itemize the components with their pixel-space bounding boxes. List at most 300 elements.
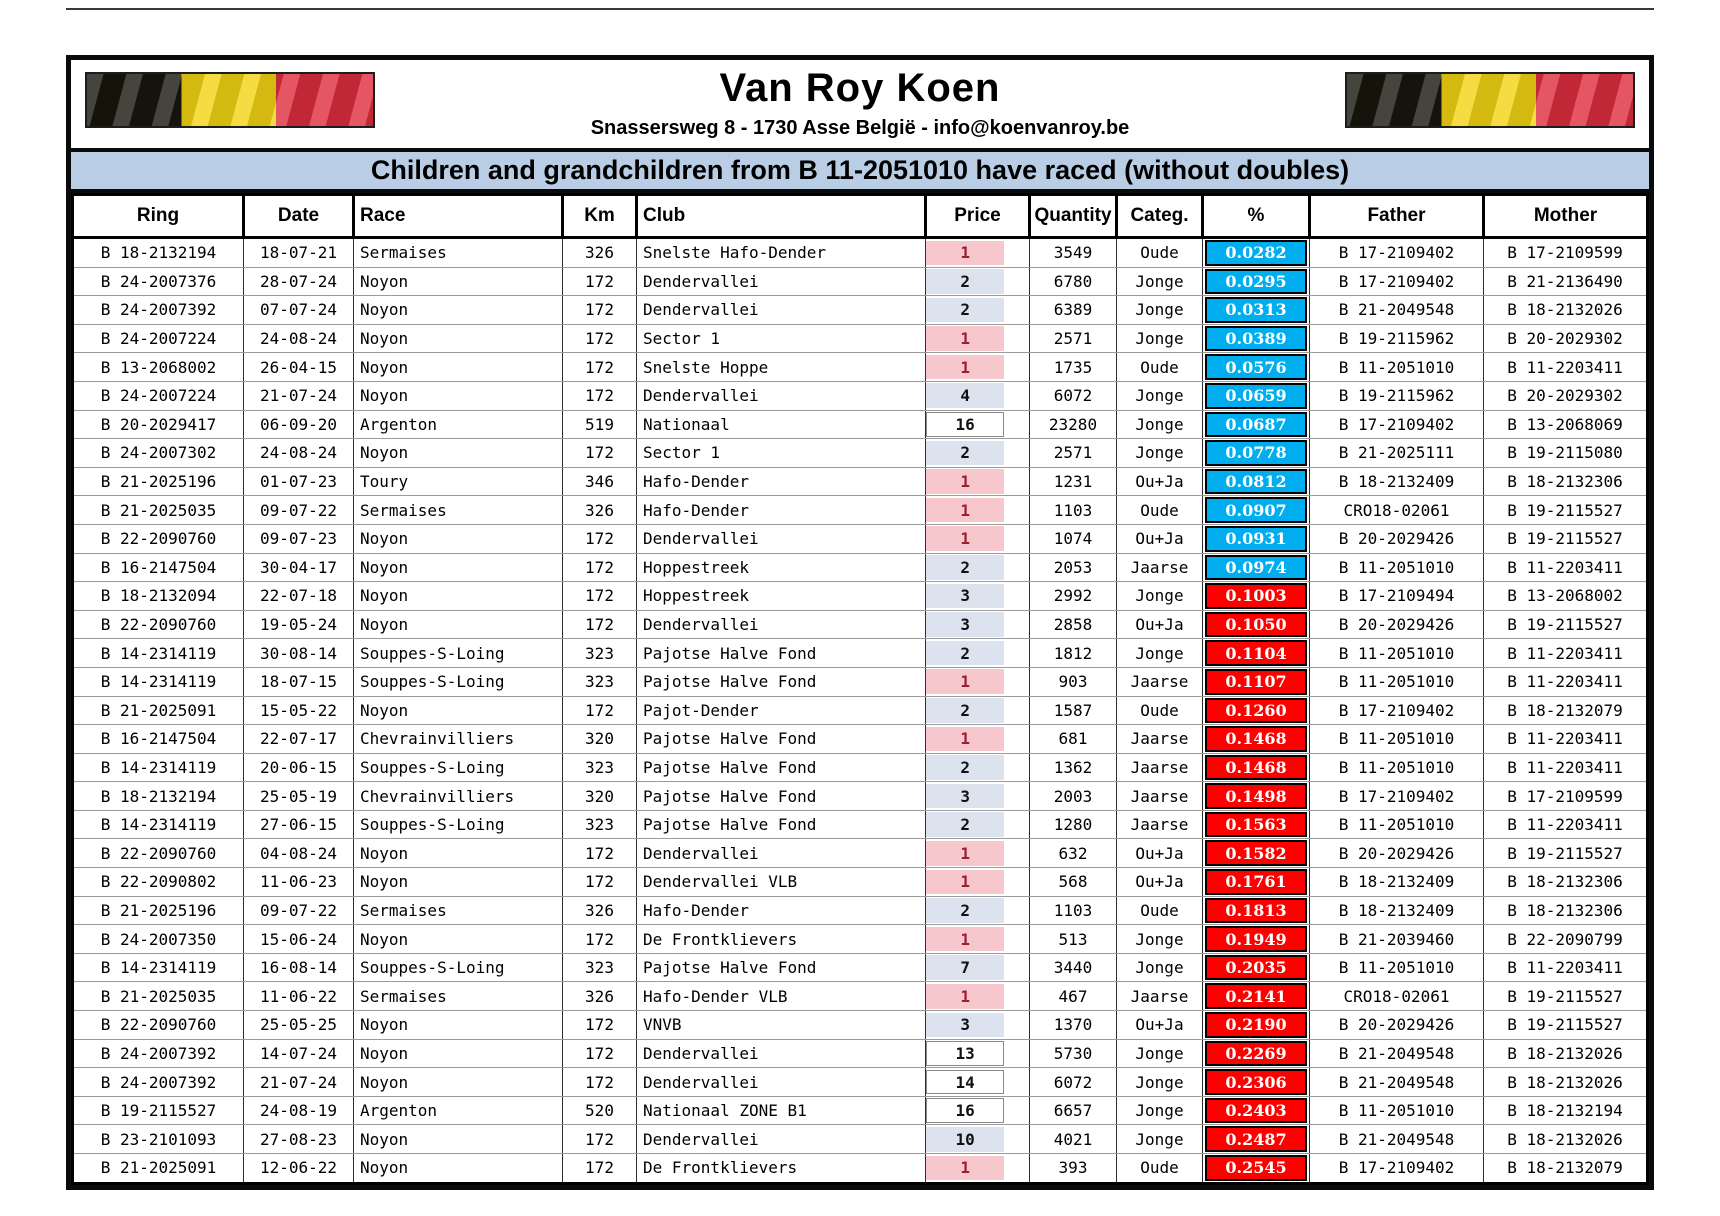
cell-categ: Jaarse xyxy=(1117,725,1203,754)
cell-km: 172 xyxy=(563,324,637,353)
cell-mother: B 19-2115527 xyxy=(1484,496,1648,525)
column-header-mother: Mother xyxy=(1484,195,1648,238)
price-badge: 2 xyxy=(926,298,1004,323)
cell-date: 12-06-22 xyxy=(244,1154,354,1184)
cell-club: Dendervallei xyxy=(637,524,926,553)
cell-ring: B 24-2007392 xyxy=(73,1068,244,1097)
belgian-flag-left-icon xyxy=(85,72,375,128)
price-badge: 1 xyxy=(926,498,1004,523)
percent-badge: 0.1563 xyxy=(1205,812,1307,838)
cell-quantity: 1370 xyxy=(1030,1011,1117,1040)
cell-club: Dendervallei xyxy=(637,839,926,868)
price-badge: 3 xyxy=(926,1013,1004,1038)
banner-title: Children and grandchildren from B 11-2051010 have raced (without doubles) xyxy=(71,148,1649,193)
table-row xyxy=(73,1068,1648,1097)
cell-categ: Ou+Ja xyxy=(1117,868,1203,897)
cell-club: Pajot-Dender xyxy=(637,696,926,725)
cell-km: 520 xyxy=(563,1096,637,1125)
cell-quantity: 1362 xyxy=(1030,753,1117,782)
table-row xyxy=(73,810,1648,839)
cell-ring: B 20-2029417 xyxy=(73,410,244,439)
cell-km: 323 xyxy=(563,667,637,696)
percent-badge: 0.1498 xyxy=(1205,783,1307,809)
cell-club: Dendervallei VLB xyxy=(637,868,926,897)
table-row xyxy=(73,696,1648,725)
cell-ring: B 23-2101093 xyxy=(73,1125,244,1154)
cell-mother: B 18-2132026 xyxy=(1484,296,1648,325)
cell-percent xyxy=(1203,353,1310,382)
cell-club: Pajotse Halve Fond xyxy=(637,753,926,782)
masthead xyxy=(71,60,1649,148)
cell-club: Pajotse Halve Fond xyxy=(637,782,926,811)
table-row xyxy=(73,896,1648,925)
cell-price xyxy=(926,868,1030,897)
cell-race: Noyon xyxy=(354,439,563,468)
cell-race: Noyon xyxy=(354,324,563,353)
cell-categ: Oude xyxy=(1117,238,1203,268)
cell-date: 11-06-23 xyxy=(244,868,354,897)
page-title: Van Roy Koen xyxy=(719,66,1001,110)
cell-categ: Oude xyxy=(1117,896,1203,925)
price-badge: 16 xyxy=(926,1098,1004,1123)
cell-race: Noyon xyxy=(354,267,563,296)
cell-mother: B 20-2029302 xyxy=(1484,381,1648,410)
percent-badge: 0.0576 xyxy=(1205,354,1307,380)
cell-date: 21-07-24 xyxy=(244,1068,354,1097)
cell-percent xyxy=(1203,267,1310,296)
percent-badge: 0.0313 xyxy=(1205,297,1307,323)
cell-km: 326 xyxy=(563,238,637,268)
cell-race: Toury xyxy=(354,467,563,496)
cell-categ: Oude xyxy=(1117,696,1203,725)
cell-price xyxy=(926,1096,1030,1125)
cell-price xyxy=(926,1011,1030,1040)
cell-ring: B 16-2147504 xyxy=(73,553,244,582)
cell-quantity: 393 xyxy=(1030,1154,1117,1184)
cell-race: Noyon xyxy=(354,839,563,868)
cell-price xyxy=(926,1039,1030,1068)
cell-mother: B 11-2203411 xyxy=(1484,953,1648,982)
price-badge: 1 xyxy=(926,526,1004,551)
cell-club: Dendervallei xyxy=(637,610,926,639)
cell-father: B 11-2051010 xyxy=(1310,553,1484,582)
cell-club: De Frontklievers xyxy=(637,925,926,954)
cell-father: B 21-2049548 xyxy=(1310,296,1484,325)
cell-ring: B 21-2025091 xyxy=(73,1154,244,1184)
cell-club: Nationaal ZONE B1 xyxy=(637,1096,926,1125)
column-header-father: Father xyxy=(1310,195,1484,238)
cell-mother: B 11-2203411 xyxy=(1484,667,1648,696)
price-badge: 13 xyxy=(926,1041,1004,1066)
cell-mother: B 20-2029302 xyxy=(1484,324,1648,353)
cell-mother: B 17-2109599 xyxy=(1484,782,1648,811)
cell-price xyxy=(926,725,1030,754)
cell-percent xyxy=(1203,1096,1310,1125)
cell-km: 172 xyxy=(563,610,637,639)
price-badge: 7 xyxy=(926,955,1004,980)
cell-ring: B 14-2314119 xyxy=(73,810,244,839)
cell-price xyxy=(926,925,1030,954)
column-header-club: Club xyxy=(637,195,926,238)
cell-race: Noyon xyxy=(354,1039,563,1068)
cell-km: 172 xyxy=(563,925,637,954)
cell-quantity: 513 xyxy=(1030,925,1117,954)
cell-categ: Oude xyxy=(1117,353,1203,382)
cell-race: Argenton xyxy=(354,1096,563,1125)
cell-percent xyxy=(1203,1125,1310,1154)
cell-percent xyxy=(1203,467,1310,496)
cell-club: Dendervallei xyxy=(637,1068,926,1097)
cell-club: De Frontklievers xyxy=(637,1154,926,1184)
cell-km: 172 xyxy=(563,868,637,897)
cell-father: B 21-2025111 xyxy=(1310,439,1484,468)
cell-quantity: 681 xyxy=(1030,725,1117,754)
cell-father: B 11-2051010 xyxy=(1310,753,1484,782)
table-row xyxy=(73,381,1648,410)
table-row xyxy=(73,1154,1648,1184)
cell-categ: Ou+Ja xyxy=(1117,839,1203,868)
table-row xyxy=(73,324,1648,353)
cell-mother: B 17-2109599 xyxy=(1484,238,1648,268)
cell-date: 24-08-24 xyxy=(244,439,354,468)
percent-badge: 0.1107 xyxy=(1205,669,1307,695)
cell-mother: B 18-2132306 xyxy=(1484,467,1648,496)
price-badge: 10 xyxy=(926,1127,1004,1152)
cell-date: 27-06-15 xyxy=(244,810,354,839)
price-badge: 1 xyxy=(926,841,1004,866)
cell-date: 14-07-24 xyxy=(244,1039,354,1068)
cell-father: B 18-2132409 xyxy=(1310,868,1484,897)
cell-categ: Jaarse xyxy=(1117,553,1203,582)
cell-percent xyxy=(1203,496,1310,525)
cell-categ: Jonge xyxy=(1117,1125,1203,1154)
cell-quantity: 6072 xyxy=(1030,381,1117,410)
cell-km: 172 xyxy=(563,553,637,582)
cell-date: 18-07-15 xyxy=(244,667,354,696)
cell-mother: B 18-2132306 xyxy=(1484,896,1648,925)
cell-date: 11-06-22 xyxy=(244,982,354,1011)
cell-price xyxy=(926,953,1030,982)
cell-quantity: 5730 xyxy=(1030,1039,1117,1068)
cell-ring: B 22-2090760 xyxy=(73,610,244,639)
cell-categ: Jaarse xyxy=(1117,782,1203,811)
cell-categ: Jonge xyxy=(1117,639,1203,668)
cell-mother: B 13-2068002 xyxy=(1484,582,1648,611)
cell-km: 172 xyxy=(563,696,637,725)
cell-categ: Oude xyxy=(1117,496,1203,525)
table-row xyxy=(73,238,1648,268)
cell-ring: B 19-2115527 xyxy=(73,1096,244,1125)
cell-price xyxy=(926,1125,1030,1154)
cell-father: CRO18-02061 xyxy=(1310,496,1484,525)
cell-race: Noyon xyxy=(354,353,563,382)
table-row xyxy=(73,267,1648,296)
cell-categ: Jonge xyxy=(1117,324,1203,353)
cell-father: B 21-2049548 xyxy=(1310,1068,1484,1097)
percent-badge: 0.1761 xyxy=(1205,869,1307,895)
cell-father: B 19-2115962 xyxy=(1310,381,1484,410)
cell-quantity: 1280 xyxy=(1030,810,1117,839)
table-row xyxy=(73,439,1648,468)
cell-mother: B 21-2136490 xyxy=(1484,267,1648,296)
percent-badge: 0.2269 xyxy=(1205,1041,1307,1067)
cell-club: VNVB xyxy=(637,1011,926,1040)
cell-quantity: 1587 xyxy=(1030,696,1117,725)
cell-price xyxy=(926,324,1030,353)
cell-mother: B 11-2203411 xyxy=(1484,353,1648,382)
table-row xyxy=(73,1039,1648,1068)
cell-price xyxy=(926,639,1030,668)
table-row xyxy=(73,753,1648,782)
cell-mother: B 18-2132026 xyxy=(1484,1068,1648,1097)
cell-club: Hafo-Dender VLB xyxy=(637,982,926,1011)
cell-father: B 21-2049548 xyxy=(1310,1125,1484,1154)
cell-categ: Jonge xyxy=(1117,925,1203,954)
cell-mother: B 18-2132026 xyxy=(1484,1039,1648,1068)
cell-percent xyxy=(1203,896,1310,925)
table-row xyxy=(73,839,1648,868)
cell-ring: B 24-2007350 xyxy=(73,925,244,954)
cell-quantity: 568 xyxy=(1030,868,1117,897)
cell-quantity: 632 xyxy=(1030,839,1117,868)
cell-mother: B 18-2132079 xyxy=(1484,696,1648,725)
cell-quantity: 6389 xyxy=(1030,296,1117,325)
cell-ring: B 14-2314119 xyxy=(73,753,244,782)
cell-father: B 17-2109402 xyxy=(1310,410,1484,439)
cell-race: Noyon xyxy=(354,553,563,582)
cell-price xyxy=(926,467,1030,496)
cell-club: Nationaal xyxy=(637,410,926,439)
cell-quantity: 4021 xyxy=(1030,1125,1117,1154)
table-row xyxy=(73,582,1648,611)
cell-percent xyxy=(1203,925,1310,954)
column-header-quantity: Quantity xyxy=(1030,195,1117,238)
cell-price xyxy=(926,982,1030,1011)
percent-badge: 0.0687 xyxy=(1205,412,1307,438)
cell-race: Souppes-S-Loing xyxy=(354,667,563,696)
cell-quantity: 1103 xyxy=(1030,896,1117,925)
cell-price xyxy=(926,839,1030,868)
percent-badge: 0.1813 xyxy=(1205,898,1307,924)
cell-date: 30-08-14 xyxy=(244,639,354,668)
cell-father: B 17-2109402 xyxy=(1310,267,1484,296)
document-frame xyxy=(66,55,1654,1190)
cell-price xyxy=(926,267,1030,296)
cell-ring: B 21-2025196 xyxy=(73,467,244,496)
cell-club: Snelste Hoppe xyxy=(637,353,926,382)
cell-race: Noyon xyxy=(354,610,563,639)
cell-ring: B 24-2007392 xyxy=(73,296,244,325)
cell-price xyxy=(926,782,1030,811)
cell-mother: B 11-2203411 xyxy=(1484,810,1648,839)
table-row xyxy=(73,782,1648,811)
cell-father: B 11-2051010 xyxy=(1310,725,1484,754)
cell-percent xyxy=(1203,868,1310,897)
cell-price xyxy=(926,296,1030,325)
table-row xyxy=(73,296,1648,325)
cell-categ: Jonge xyxy=(1117,439,1203,468)
cell-price xyxy=(926,896,1030,925)
cell-father: B 20-2029426 xyxy=(1310,1011,1484,1040)
cell-categ: Jonge xyxy=(1117,410,1203,439)
percent-badge: 0.1468 xyxy=(1205,755,1307,781)
top-rule xyxy=(66,8,1654,10)
cell-percent xyxy=(1203,381,1310,410)
cell-price xyxy=(926,1068,1030,1097)
cell-ring: B 24-2007376 xyxy=(73,267,244,296)
cell-quantity: 467 xyxy=(1030,982,1117,1011)
cell-club: Dendervallei xyxy=(637,1125,926,1154)
cell-date: 24-08-24 xyxy=(244,324,354,353)
cell-price xyxy=(926,810,1030,839)
cell-percent xyxy=(1203,782,1310,811)
cell-price xyxy=(926,667,1030,696)
cell-price xyxy=(926,524,1030,553)
cell-club: Dendervallei xyxy=(637,381,926,410)
cell-ring: B 21-2025035 xyxy=(73,982,244,1011)
cell-ring: B 22-2090760 xyxy=(73,524,244,553)
cell-percent xyxy=(1203,982,1310,1011)
cell-club: Hafo-Dender xyxy=(637,896,926,925)
cell-date: 06-09-20 xyxy=(244,410,354,439)
cell-price xyxy=(926,553,1030,582)
cell-percent xyxy=(1203,839,1310,868)
cell-price xyxy=(926,353,1030,382)
cell-club: Hafo-Dender xyxy=(637,496,926,525)
cell-km: 172 xyxy=(563,381,637,410)
cell-father: B 17-2109494 xyxy=(1310,582,1484,611)
cell-club: Pajotse Halve Fond xyxy=(637,810,926,839)
cell-father: B 17-2109402 xyxy=(1310,1154,1484,1184)
price-badge: 2 xyxy=(926,441,1004,466)
cell-km: 172 xyxy=(563,1154,637,1184)
cell-categ: Jonge xyxy=(1117,296,1203,325)
percent-badge: 0.0389 xyxy=(1205,326,1307,352)
cell-date: 22-07-18 xyxy=(244,582,354,611)
cell-race: Souppes-S-Loing xyxy=(354,953,563,982)
cell-father: CRO18-02061 xyxy=(1310,982,1484,1011)
percent-badge: 0.1260 xyxy=(1205,698,1307,724)
cell-club: Hoppestreek xyxy=(637,553,926,582)
cell-percent xyxy=(1203,324,1310,353)
cell-race: Chevrainvilliers xyxy=(354,725,563,754)
cell-race: Noyon xyxy=(354,696,563,725)
percent-badge: 0.1050 xyxy=(1205,612,1307,638)
cell-race: Noyon xyxy=(354,925,563,954)
percent-badge: 0.0907 xyxy=(1205,497,1307,523)
price-badge: 1 xyxy=(926,727,1004,752)
belgian-flag-right-icon xyxy=(1345,72,1635,128)
cell-date: 07-07-24 xyxy=(244,296,354,325)
table-row xyxy=(73,639,1648,668)
percent-badge: 0.0974 xyxy=(1205,555,1307,581)
cell-percent xyxy=(1203,725,1310,754)
column-header-%: % xyxy=(1203,195,1310,238)
price-badge: 16 xyxy=(926,412,1004,437)
column-header-price: Price xyxy=(926,195,1030,238)
price-badge: 3 xyxy=(926,784,1004,809)
cell-ring: B 22-2090760 xyxy=(73,1011,244,1040)
percent-badge: 0.0659 xyxy=(1205,383,1307,409)
cell-categ: Oude xyxy=(1117,1154,1203,1184)
cell-price xyxy=(926,582,1030,611)
cell-km: 323 xyxy=(563,753,637,782)
price-badge: 3 xyxy=(926,612,1004,637)
cell-ring: B 14-2314119 xyxy=(73,639,244,668)
cell-ring: B 21-2025091 xyxy=(73,696,244,725)
cell-quantity: 2003 xyxy=(1030,782,1117,811)
cell-percent xyxy=(1203,1011,1310,1040)
cell-quantity: 1231 xyxy=(1030,467,1117,496)
cell-km: 323 xyxy=(563,639,637,668)
cell-quantity: 2053 xyxy=(1030,553,1117,582)
cell-mother: B 19-2115527 xyxy=(1484,982,1648,1011)
cell-date: 01-07-23 xyxy=(244,467,354,496)
cell-km: 172 xyxy=(563,839,637,868)
cell-price xyxy=(926,439,1030,468)
cell-date: 30-04-17 xyxy=(244,553,354,582)
cell-categ: Jaarse xyxy=(1117,810,1203,839)
table-row xyxy=(73,667,1648,696)
cell-mother: B 11-2203411 xyxy=(1484,639,1648,668)
cell-price xyxy=(926,238,1030,268)
percent-badge: 0.2190 xyxy=(1205,1012,1307,1038)
cell-date: 18-07-21 xyxy=(244,238,354,268)
cell-father: B 17-2109402 xyxy=(1310,782,1484,811)
cell-percent xyxy=(1203,639,1310,668)
cell-race: Noyon xyxy=(354,296,563,325)
cell-km: 323 xyxy=(563,810,637,839)
cell-percent xyxy=(1203,582,1310,611)
cell-km: 326 xyxy=(563,496,637,525)
price-badge: 1 xyxy=(926,984,1004,1009)
cell-club: Pajotse Halve Fond xyxy=(637,639,926,668)
cell-quantity: 3440 xyxy=(1030,953,1117,982)
price-badge: 2 xyxy=(926,698,1004,723)
price-badge: 1 xyxy=(926,927,1004,952)
results-table xyxy=(71,193,1649,1185)
cell-categ: Ou+Ja xyxy=(1117,1011,1203,1040)
table-row xyxy=(73,868,1648,897)
column-header-km: Km xyxy=(563,195,637,238)
cell-categ: Jaarse xyxy=(1117,667,1203,696)
price-badge: 1 xyxy=(926,326,1004,351)
price-badge: 14 xyxy=(926,1070,1004,1095)
cell-percent xyxy=(1203,553,1310,582)
percent-badge: 0.0282 xyxy=(1205,240,1307,266)
cell-price xyxy=(926,1154,1030,1184)
table-row xyxy=(73,553,1648,582)
cell-ring: B 22-2090802 xyxy=(73,868,244,897)
price-badge: 1 xyxy=(926,1156,1004,1181)
cell-percent xyxy=(1203,1154,1310,1184)
price-badge: 2 xyxy=(926,269,1004,294)
cell-race: Noyon xyxy=(354,381,563,410)
cell-percent xyxy=(1203,610,1310,639)
cell-percent xyxy=(1203,1039,1310,1068)
cell-race: Noyon xyxy=(354,582,563,611)
table-row xyxy=(73,353,1648,382)
cell-father: B 17-2109402 xyxy=(1310,238,1484,268)
table-body xyxy=(73,238,1648,1184)
cell-father: B 21-2049548 xyxy=(1310,1039,1484,1068)
cell-ring: B 24-2007302 xyxy=(73,439,244,468)
cell-km: 320 xyxy=(563,725,637,754)
cell-percent xyxy=(1203,524,1310,553)
price-badge: 2 xyxy=(926,898,1004,923)
percent-badge: 0.2306 xyxy=(1205,1069,1307,1095)
cell-km: 519 xyxy=(563,410,637,439)
